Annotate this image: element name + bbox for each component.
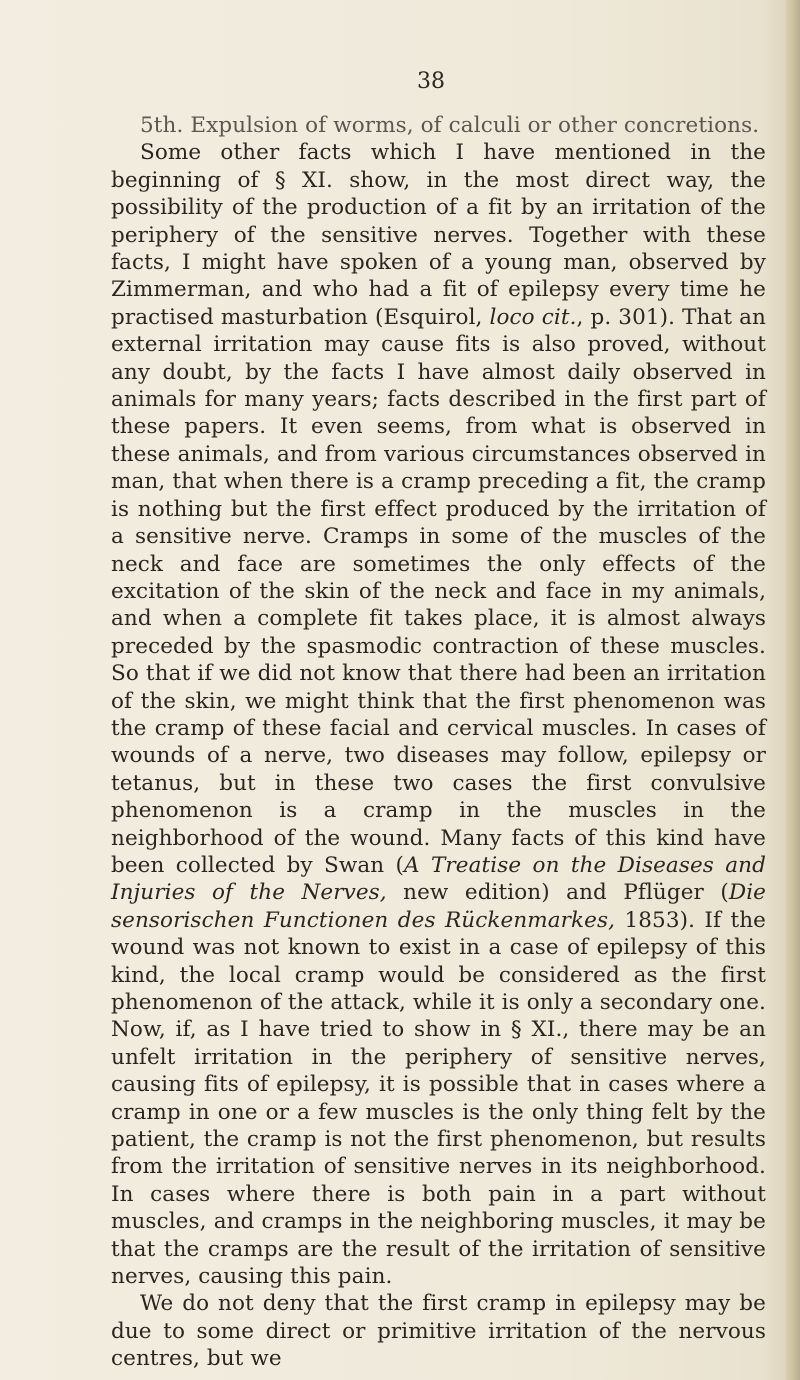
page-number: 38	[417, 69, 445, 94]
citation-swan-treatise: A Treatise on the Diseases and Injuries of the Nerves,	[111, 852, 766, 906]
paragraph-main	[111, 139, 766, 1290]
paragraph-main-part-3: new edition) and Pflüger (	[386, 880, 729, 906]
page-edge	[786, 0, 800, 1380]
paragraph-list-item-5: 5th. Expulsion of worms, of calculi or other concretions.	[140, 113, 760, 138]
citation-loco-cit: loco cit.	[489, 304, 577, 330]
body-text	[111, 112, 766, 1373]
paragraph-closing: We do not deny that the first cramp in epilepsy may be due to some direct or primitive irritation of the nervous centres, but we	[111, 1291, 766, 1372]
paragraph-main-part-2: , p. 301). That an external irritation may cause fits is also proved, without any doubt, by the facts I have almost daily observed in animals for many years; facts described in the first part of these papers. It even seems, from what is observed in these animals, and from various circumstances observed in man, that when there is a cramp preceding a fit, the cramp is nothing but the first effect produced by the irritation of a sensitive nerve. Cramps in some of the muscles of the neck and face are sometimes the only effects of the excitation of the skin of the neck and face in my animals, and when a complete fit takes place, it is almost always preceded by the spasmodic contraction of these muscles. So that if we did not know that there had been an irritation of the skin, we might think that the first phenomenon was the cramp of these facial and cervical muscles. In cases of wounds of a nerve, two diseases may follow, epilepsy or tetanus, but in these two cases the first convulsive phenomenon is a cramp in the muscles in the neighborhood of the wound. Many facts of this kind have been collected by Swan (	[111, 304, 766, 878]
paragraph-main-part-4: 1853). If the wound was not known to exist in a case of epilepsy of this kind, the local cramp would be considered as the first phenomenon of the attack, while it is only a secondary one. Now, if, as I have tried to show in § XI., there may be an unfelt irritation in the periphery of sensitive nerves, causing fits of epilepsy, it is possible that in cases where a cramp in one or a few muscles is the only thing felt by the patient, the cramp is not the first phenomenon, but results from the irritation of sensitive nerves in its neighborhood. In cases where there is both pain in a part without muscles, and cramps in the neighboring muscles, it may be that the cramps are the result of the irritation of sensitive nerves, causing this pain.	[111, 907, 766, 1290]
citation-pfluger: Die sensorischen Functionen des Rückenmarkes,	[111, 880, 766, 933]
paragraph-main-part-1: Some other facts which I have mentioned in the beginning of § XI. show, in the most direct way, the possibility of the production of a fit by an irritation of the periphery of the sensitive nerves. Together with these facts, I might have spoken of a young man, observed by Zimmerman, and who had a fit of epilepsy every time he practised masturbation (Esquirol,	[111, 140, 766, 330]
